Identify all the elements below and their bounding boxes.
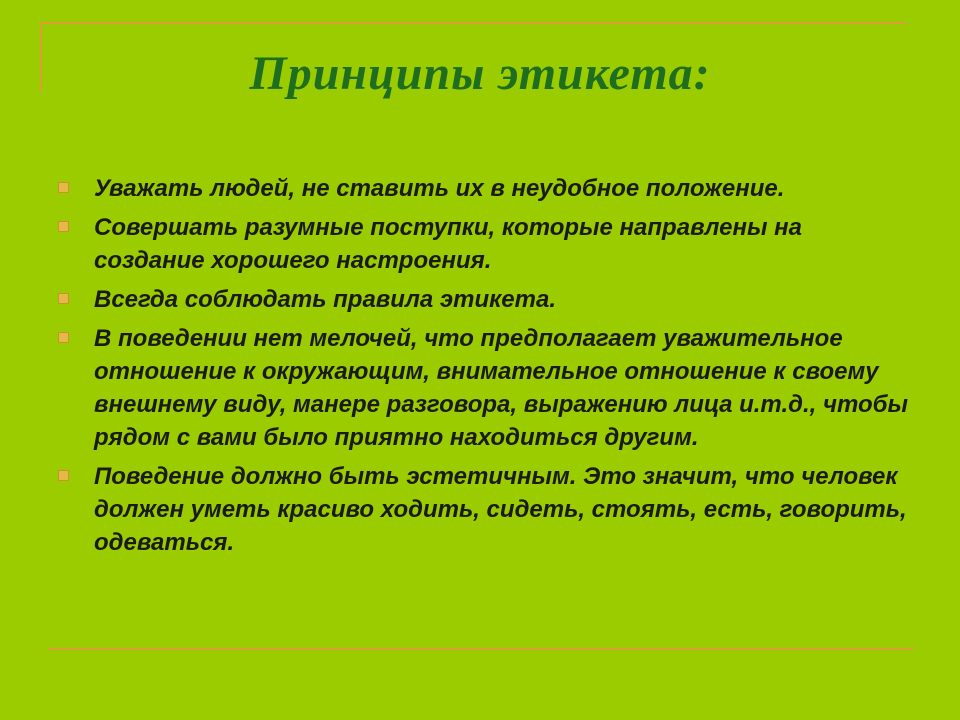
bullet-text: Всегда соблюдать правила этикета. xyxy=(94,286,557,313)
square-bullet-icon xyxy=(58,332,69,343)
bullet-item xyxy=(58,460,908,559)
slide-title: Принципы этикета: xyxy=(249,47,711,100)
bullet-item xyxy=(58,172,908,205)
bullet-text: Поведение должно быть эстетичным. Это значит, что человек должен уметь красиво ходить, сидеть, стоять, есть, говорить, одеваться. xyxy=(94,463,907,556)
bullet-text: Совершать разумные поступки, которые направлены на создание хорошего настроения. xyxy=(94,214,803,274)
bullet-item xyxy=(58,211,908,277)
square-bullet-icon xyxy=(58,221,69,232)
bullet-text: Уважать людей, не ставить их в неудобное положение. xyxy=(94,175,785,202)
bullet-item xyxy=(58,283,908,316)
square-bullet-icon xyxy=(58,182,69,193)
top-divider-line xyxy=(40,22,906,24)
bullet-list xyxy=(58,172,908,565)
square-bullet-icon xyxy=(58,470,69,481)
bullet-item xyxy=(58,322,908,454)
bullet-text: В поведении нет мелочей, что предполагает уважительное отношение к окружающим, внимательное отношение к своему внешнему виду, манере разговора, выражению лица и.т.д., чтобы рядом с вами было приятно находиться другим. xyxy=(94,325,908,451)
bottom-divider-line xyxy=(48,648,914,650)
square-bullet-icon xyxy=(58,293,69,304)
